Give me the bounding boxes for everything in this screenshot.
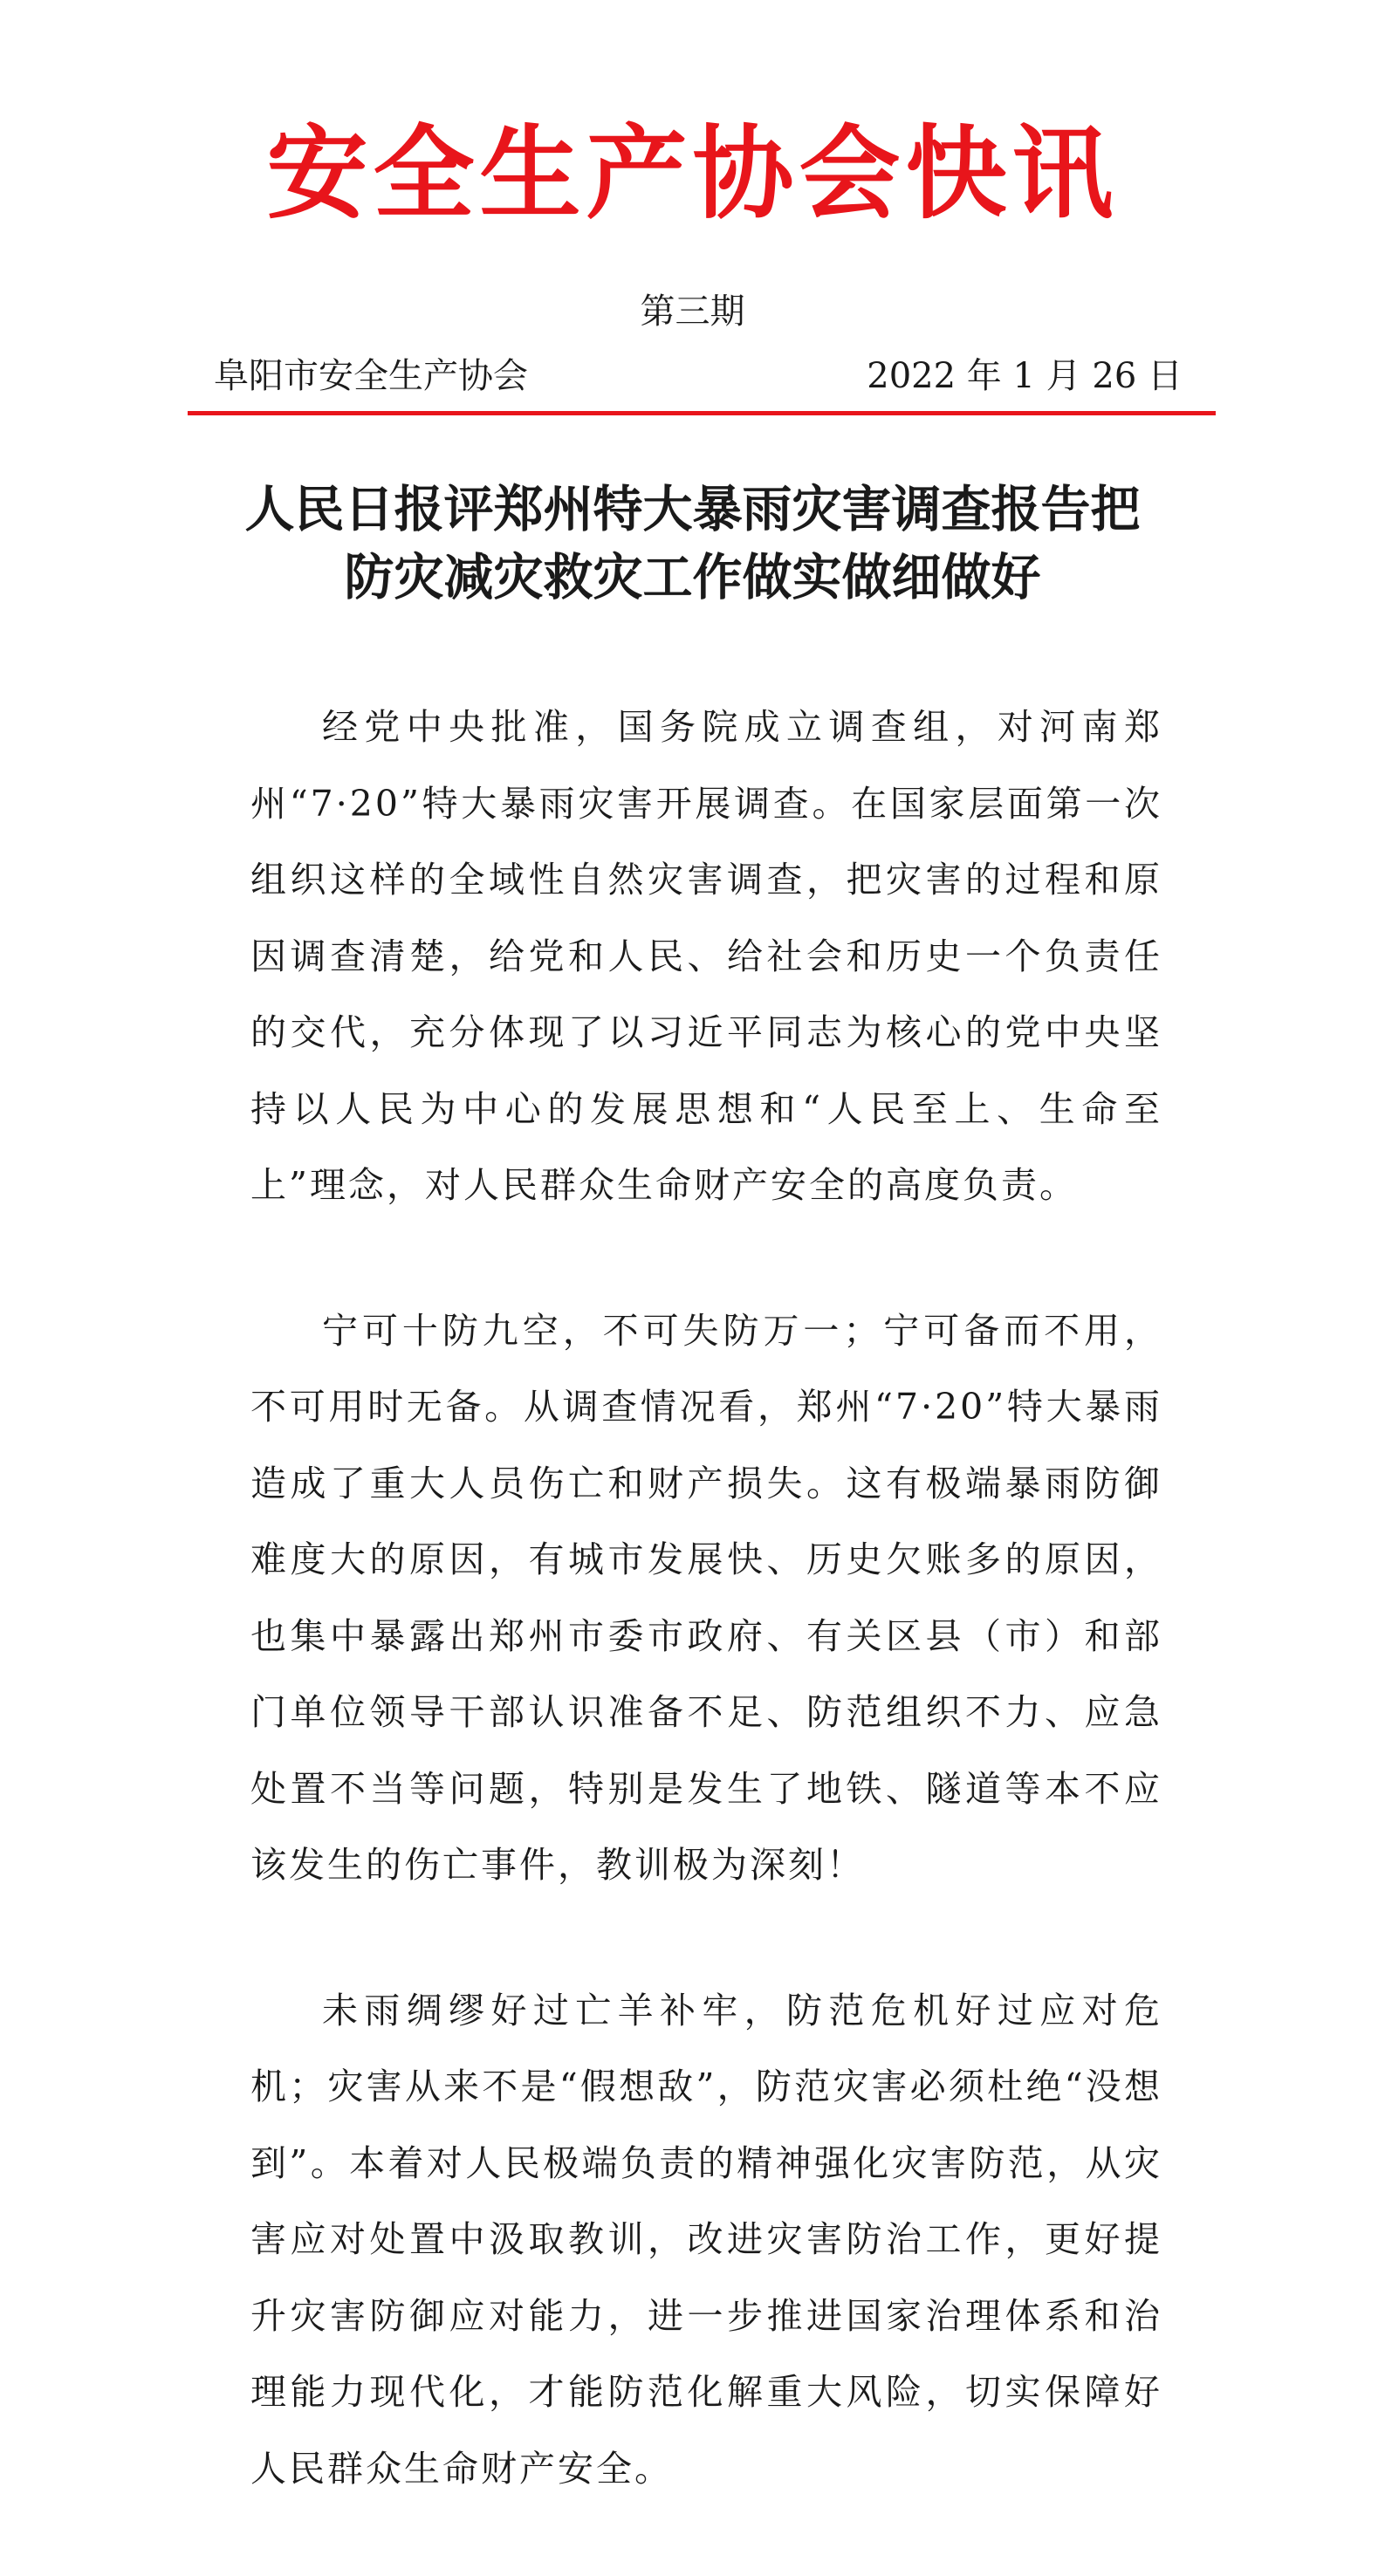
article-body xyxy=(250,689,1162,2576)
article-paragraph: 未雨绸缪好过亡羊补牢，防范危机好过应对危机；灾害从来不是“假想敌”，防范灾害必须杜绝“没想到”。本着对人民极端负责的精神强化灾害防范，从灾害应对处置中汲取教训，改进灾害防治工作，更好提升灾害防御应对能力，进一步推进国家治理体系和治理能力现代化，才能防范化解重大风险，切实保障好人民群众生命财产安全。 xyxy=(250,1989,1162,2490)
meta-row xyxy=(214,353,1183,399)
publisher-organization: 阜阳市安全生产协会 xyxy=(214,356,528,396)
publish-date: 2022 年 1 月 26 日 xyxy=(867,356,1183,396)
headline-line: 防灾减灾救灾工作做实做细做好 xyxy=(344,549,1041,606)
masthead-title: 安全生产协会快讯 xyxy=(266,115,1119,233)
issue-number: 第三期 xyxy=(640,291,745,332)
article-paragraph: 宁可十防九空，不可失防万一；宁可备而不用，不可用时无备。从调查情况看，郑州“7·20”特大暴雨造成了重大人员伤亡和财产损失。这有极端暴雨防御难度大的原因，有城市发展快、历史欠账多的原因，也集中暴露出郑州市委市政府、有关区县（市）和部门单位领导干部认识准备不足、防范组织不力、应急处置不当等问题，特别是发生了地铁、隧道等本不应该发生的伤亡事件，教训极为深刻！ xyxy=(250,1309,1162,1886)
article-paragraph: 经党中央批准，国务院成立调查组，对河南郑州“7·20”特大暴雨灾害开展调查。在国家层面第一次组织这样的全域性自然灾害调查，把灾害的过程和原因调查清楚，给党和人民、给社会和历史一个负责任的交代，充分体现了以习近平同志为核心的党中央坚持以人民为中心的发展思想和“人民至上、生命至上”理念，对人民群众生命财产安全的高度负责。 xyxy=(250,706,1162,1206)
headline-line: 人民日报评郑州特大暴雨灾害调查报告把 xyxy=(244,481,1141,538)
masthead-divider xyxy=(188,411,1216,415)
article-headline xyxy=(209,476,1176,612)
